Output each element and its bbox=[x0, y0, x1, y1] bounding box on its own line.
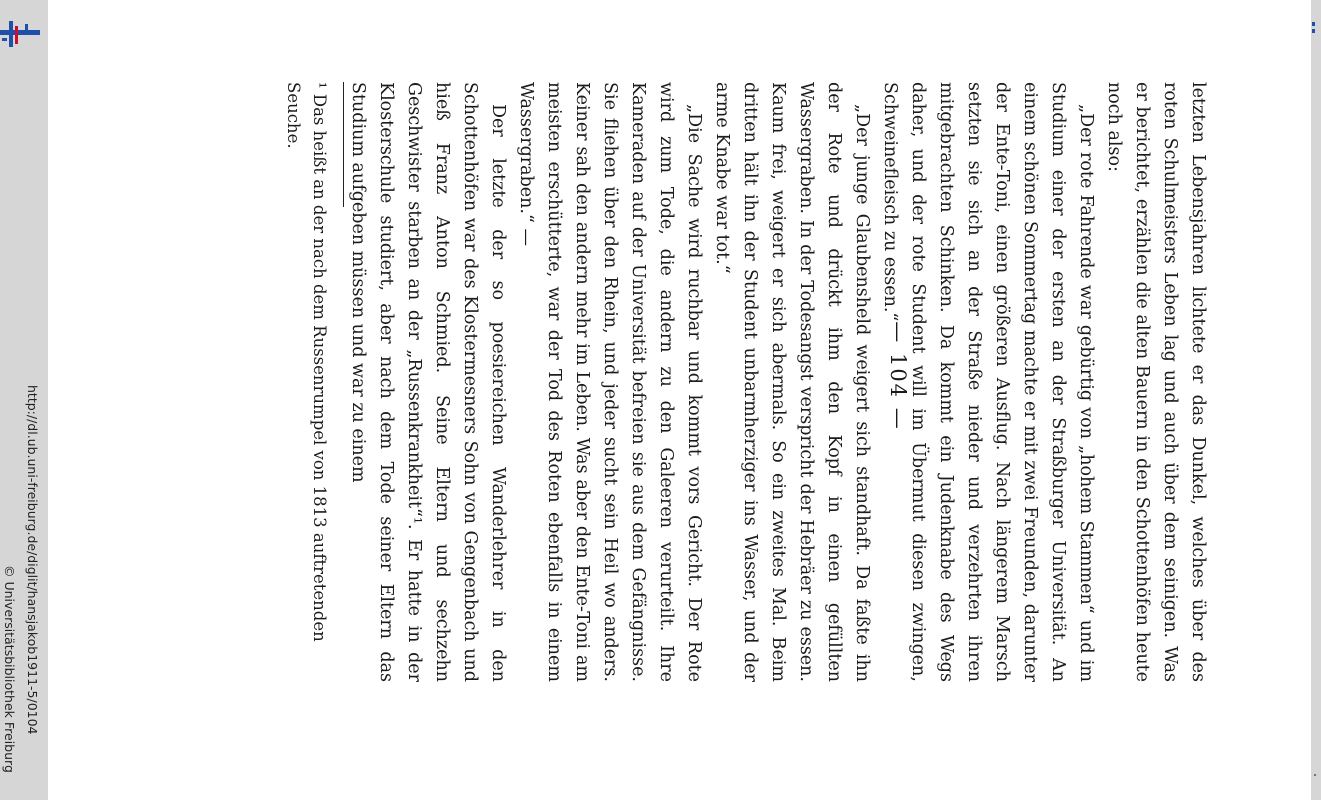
body-text bbox=[272, 82, 1212, 682]
page-number: — 104 — bbox=[886, 321, 910, 431]
viewer-right-margin bbox=[1311, 0, 1321, 800]
edge-tick: ˚ bbox=[1313, 774, 1317, 783]
copyright-notice: © Universitätsbibliothek Freiburg bbox=[2, 565, 17, 773]
viewer-left-margin bbox=[0, 0, 48, 800]
paragraph: „Der rote Fahrende war gebürtig von „hohem Stammen“ und im Studium einer der ersten an der Straßburger Universität. An einem schönen Sommertag machte er mit zwei Freunden, darunter der Ente-Toni, einen größeren Ausflug. Nach längerem Marsch setzten sie sich an der Straße nieder und verzehrten ihren mitgebrachten Schinken. Da kommt ein Judenknabe des Wegs daher, und der rote Student will im Übermut diesen zwingen, Schweinefleisch zu essen.“ bbox=[880, 82, 1096, 682]
footnote-divider bbox=[343, 82, 344, 207]
scanned-page-viewport bbox=[228, 56, 1228, 696]
paragraph: Der letzte der so poesiereichen Wanderlehrer in den Schottenhöfen war des Klostermesners Sohn von Gengenbach und hieß Franz Anton Schmied. Seine Eltern und sechzehn Geschwister starben an der „Russenkrankheit“¹. Er hatte in der Klosterschule studiert, aber nach dem Tode seiner Eltern das Studium aufgeben müssen und war zu einem bbox=[348, 82, 508, 682]
paragraph: „Die Sache wird ruchbar und kommt vors Gericht. Der Rote wird zum Tode, die andern zu den Galeeren verurteilt. Ihre Kameraden auf der Universität befreien sie aus dem Gefängnisse. Sie fliehen über den Rhein, und jeder sucht sein Heil wo anders. Keiner sah den andern mehr im Leben. Was aber den Ente-Toni am meisten erschütterte, war der Tod des Roten ebenfalls in einem Wassergraben.“ — bbox=[516, 82, 704, 682]
paragraph: „Der junge Glaubensheld weigert sich standhaft. Da faßte ihn der Rote und drückt ihm den Kopf in einen gefüllten Wassergraben. In der Todesangst verspricht der Hebräer zu essen. Kaum frei, weigert er sich abermals. So ein zweites Mal. Beim dritten hält ihn der Student unbarmherziger ins Wasser, und der arme Knabe war tot.“ bbox=[712, 82, 872, 682]
credit-block bbox=[2, 0, 46, 800]
source-url[interactable]: http://dl.ub.uni-freiburg.de/diglit/hansjakob1911-5/0104 bbox=[25, 385, 40, 735]
scanned-page bbox=[228, 56, 1228, 696]
footnote: ¹ Das heißt an der nach dem Russenrumpel von 1813 auftretenden Seuche. bbox=[283, 82, 329, 642]
page-marker-icon bbox=[1312, 20, 1318, 38]
paragraph: letzten Lebensjahren lichtete er das Dunkel, welches über des roten Schulmeisters Leben lag und auch über dem seinigen. Was er berichtet, erzählen die alten Bauern in den Schottenhöfen heute noch also: bbox=[1104, 82, 1208, 682]
